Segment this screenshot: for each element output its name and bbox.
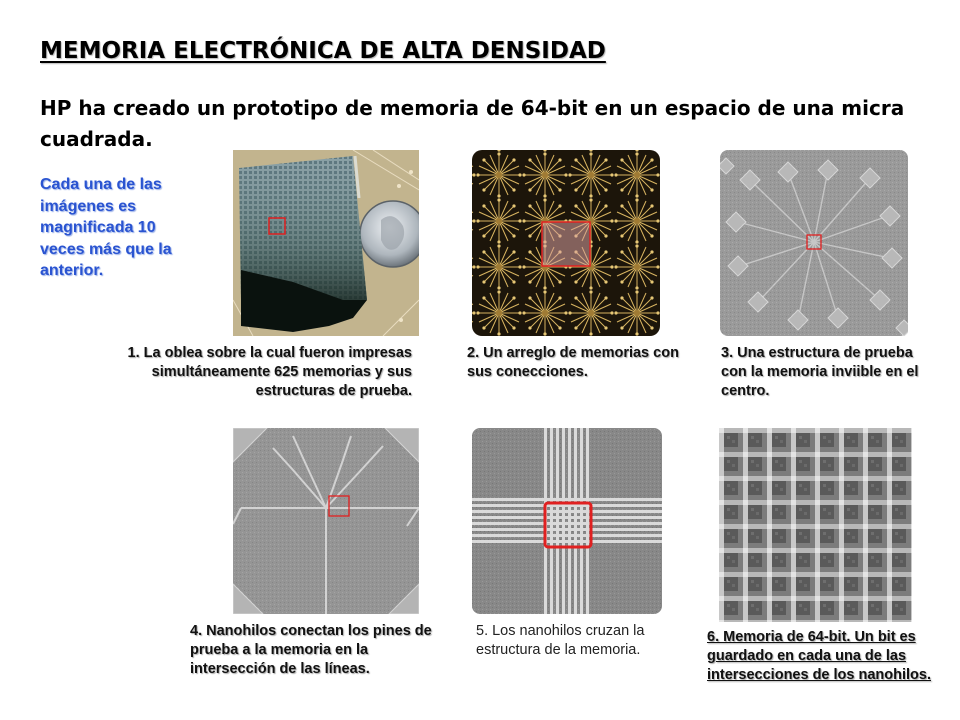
- page-subtitle: HP ha creado un prototipo de memoria de 64-bit en un espacio de una micra cuadrada.: [40, 96, 905, 151]
- caption-2: 2. Un arreglo de memorias con sus conecciones.: [467, 345, 679, 380]
- crossbar-memory-photo: [719, 428, 912, 622]
- nanowire-pins-photo: [233, 428, 419, 614]
- caption-5: 5. Los nanohilos cruzan la estructura de la memoria.: [476, 623, 645, 658]
- caption-1: 1. La oblea sobre la cual fueron impresas simultáneamente 625 memorias y sus estructuras de prueba.: [127, 345, 412, 399]
- memory-array-photo: [472, 150, 660, 336]
- caption-3: 3. Una estructura de prueba con la memoria inviible en el centro.: [721, 345, 919, 399]
- magnification-note: Cada una de las imágenes es magnificada 10 veces más que la anterior.: [40, 176, 172, 279]
- test-structure-photo: [720, 150, 908, 336]
- caption-4: 4. Nanohilos conectan los pines de prueba a la memoria en la intersección de las líneas.: [190, 623, 432, 677]
- wafer-photo: [233, 150, 419, 336]
- caption-6: 6. Memoria de 64-bit. Un bit es guardado en cada una de las intersecciones de los nanohilos.: [707, 629, 932, 683]
- page-title: MEMORIA ELECTRÓNICA DE ALTA DENSIDAD: [40, 38, 606, 64]
- nanowire-cross-photo: [472, 428, 662, 614]
